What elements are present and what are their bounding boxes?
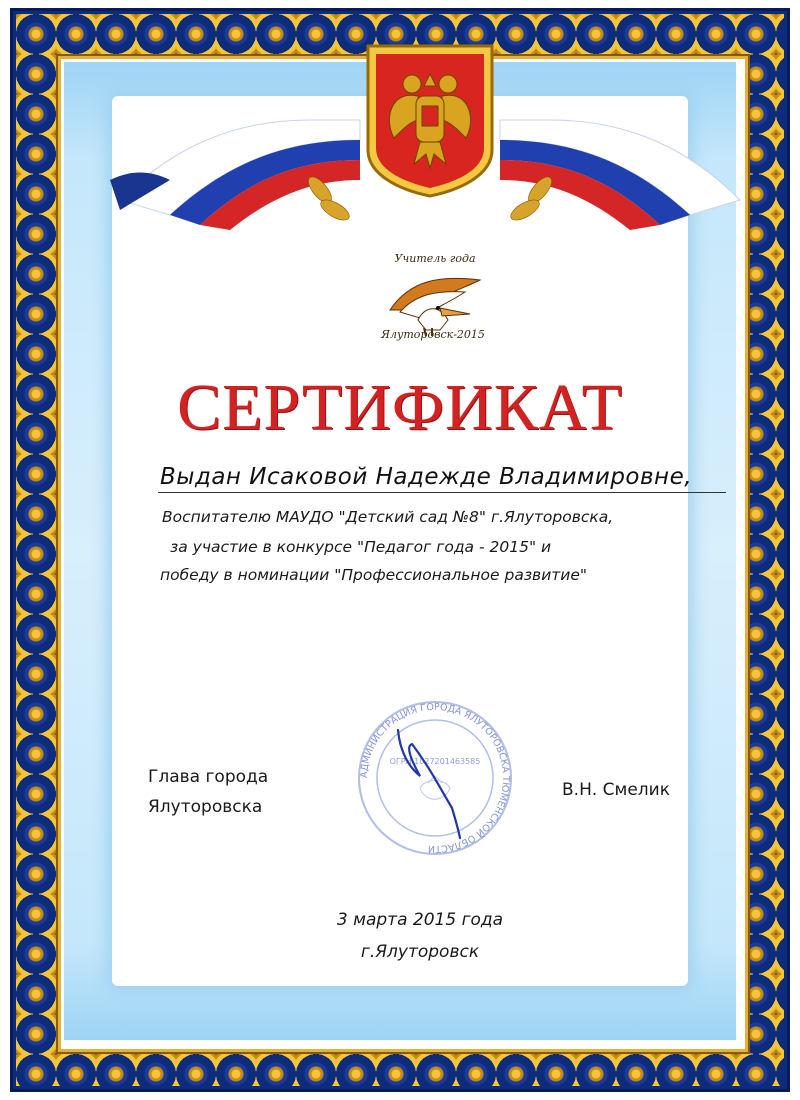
- stamp-ring-text: АДМИНИСТРАЦИЯ ГОРОДА ЯЛУТОРОВСКА ТЮМЕНСКОЙ ОБЛАСТИ: [358, 701, 512, 855]
- signatory-position-line-1: Глава города: [148, 767, 269, 787]
- recipient-line: Выдан Исаковой Надежде Владимировне,: [160, 464, 693, 490]
- coat-of-arms-icon: [360, 40, 500, 200]
- stamp-ogrn: ОГРН 1027201463585: [389, 757, 481, 766]
- body-line-3: победу в номинации "Профессиональное развитие": [160, 566, 588, 584]
- issue-date: 3 марта 2015 года: [336, 910, 504, 930]
- signatory-name: В.Н. Смелик: [562, 780, 670, 800]
- certificate-title: СЕРТИФИКАТ: [177, 371, 623, 444]
- body-line-2: за участие в конкурсе "Педагог года - 2015" и: [170, 538, 552, 556]
- recipient-underline: [158, 492, 726, 493]
- contest-logo-top-text: Учитель года: [394, 252, 476, 265]
- signatory-position-line-2: Ялуторовска: [148, 797, 263, 817]
- body-line-1: Воспитателю МАУДО "Детский сад №8" г.Ялуторовска,: [162, 508, 614, 526]
- official-stamp: [340, 698, 530, 858]
- signatory-position: [148, 762, 268, 822]
- issue-date-block: [300, 904, 540, 968]
- issue-place: г.Ялуторовск: [360, 942, 480, 962]
- contest-logo-bottom-text: Ялуторовск-2015: [381, 328, 485, 341]
- signature-mark: [398, 730, 460, 838]
